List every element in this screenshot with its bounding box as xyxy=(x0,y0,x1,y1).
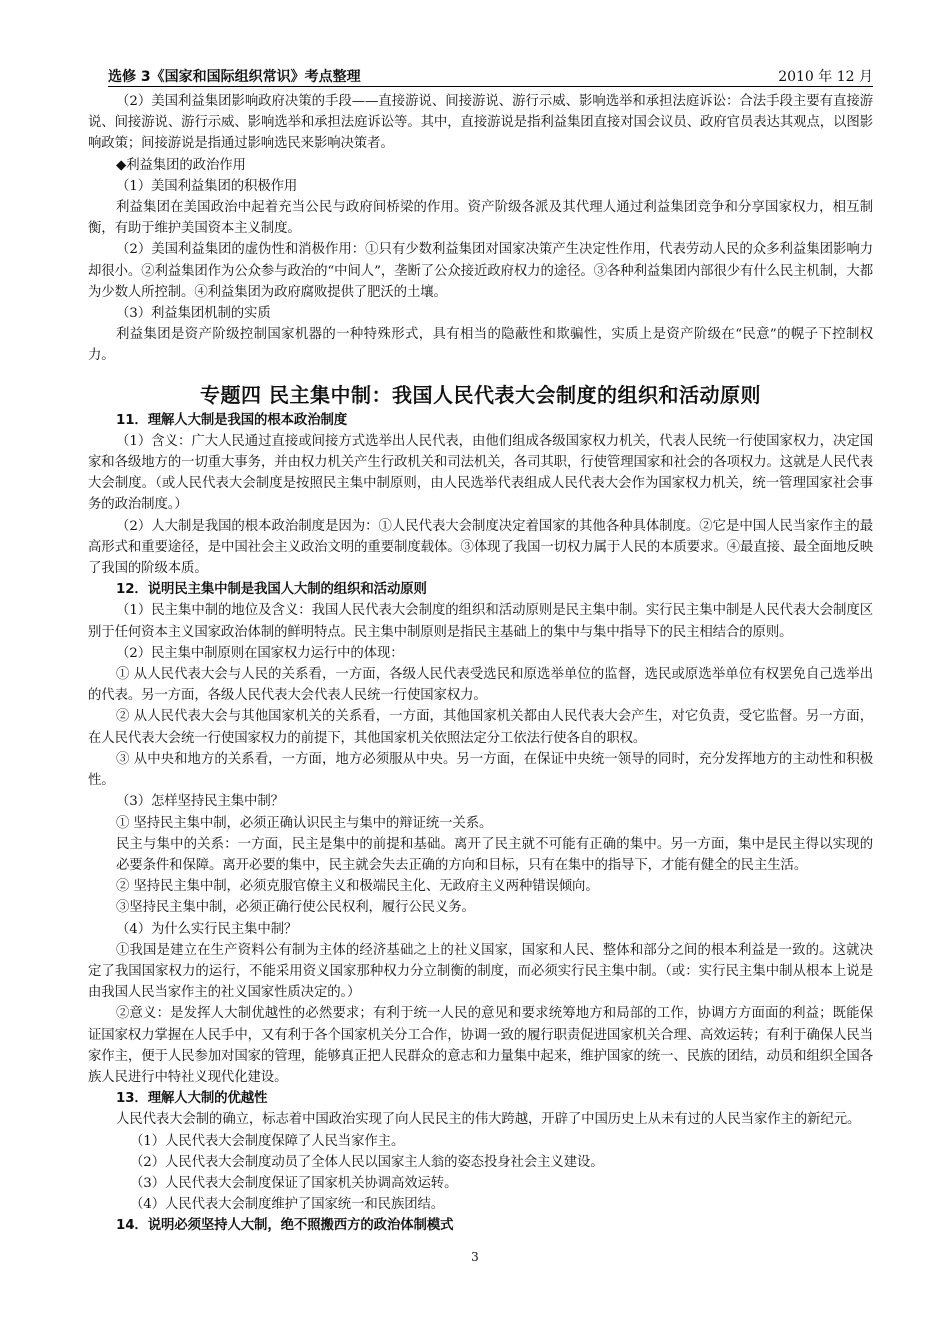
header-title: 选修 3《国家和国际组织常识》考点整理 xyxy=(108,69,361,85)
page-number: 3 xyxy=(471,1250,479,1264)
document-body xyxy=(88,91,873,1237)
subheading-11: 11．理解人大制是我国的根本政治制度 xyxy=(116,412,348,428)
header-date: 2010 年 12 月 xyxy=(778,69,873,85)
paragraph: 民主与集中的关系：一方面，民主是集中的前提和基础。离开了民主就不可能有正确的集中。另一方面，集中是民主得以实现的必要条件和保障。离开必要的集中，民主就会失去正确的方向和目标，只有在集中的指导下，才能有健全的民主生活。 xyxy=(116,836,873,873)
paragraph: 利益集团在美国政治中起着充当公民与政府间桥梁的作用。资产阶级各派及其代理人通过利益集团竞争和分享国家权力，相互制衡，有助于维护美国资本主义制度。 xyxy=(88,200,873,237)
paragraph: （2）人大制是我国的根本政治制度是因为：①人民代表大会制度决定着国家的其他各种具体制度。②它是中国人民当家作主的最高形式和重要途径，是中国社会主义政治文明的重要制度载体。③体现了我国一切权力属于人民的本质要求。④最直接、最全面地反映了我国的阶级本质。 xyxy=(88,518,873,577)
paragraph: ◆利益集团的政治作用 xyxy=(116,157,246,173)
subheading-14: 14．说明必须坚持人大制，绝不照搬西方的政治体制模式 xyxy=(116,1218,454,1234)
paragraph: （2）美国利益集团的虚伪性和消极作用：①只有少数利益集团对国家决策产生决定性作用，代表劳动人民的众多利益集团影响力却很小。②利益集团作为公众参与政治的“中间人”，垄断了公众接近政府权力的途径。③各种利益集团内部很少有什么民主机制，大都为少数人所控制。④利益集团为政府腐败提供了肥沃的土壤。 xyxy=(88,242,873,300)
page-header xyxy=(108,62,873,87)
paragraph: （3）怎样坚持民主集中制？ xyxy=(116,794,284,810)
paragraph: 人民代表大会制的确立，标志着中国政治实现了向人民民主的伟大跨越，开辟了中国历史上从未有过的人民当家作主的新纪元。 xyxy=(116,1112,861,1128)
paragraph: ③坚持民主集中制，必须正确行使公民权利，履行公民义务。 xyxy=(116,900,475,916)
paragraph: （2）人民代表大会制度动员了全体人民以国家主人翁的姿态投身社会主义建设。 xyxy=(130,1154,604,1170)
paragraph: （1）人民代表大会制度保障了人民当家作主。 xyxy=(130,1133,405,1149)
paragraph: （1）美国利益集团的积极作用 xyxy=(116,178,298,194)
paragraph: 利益集团是资产阶级控制国家机器的一种特殊形式，具有相当的隐蔽性和欺骗性，实质上是资产阶级在“民意”的幌子下控制权力。 xyxy=(88,327,873,364)
paragraph: （4）人民代表大会制度维护了国家统一和民族团结。 xyxy=(130,1197,445,1213)
document-page xyxy=(88,62,873,1237)
paragraph: ② 从人民代表大会与其他国家机关的关系看，一方面，其他国家机关都由人民代表大会产生，对它负责，受它监督。另一方面，在人民代表大会统一行使国家权力的前提下，其他国家机关依照法定分工依法行使各自的职权。 xyxy=(88,709,873,746)
subheading-13: 13．理解人大制的优越性 xyxy=(116,1091,268,1107)
paragraph: ② 坚持民主集中制，必须克服官僚主义和极端民主化、无政府主义两种错误倾向。 xyxy=(116,879,599,895)
paragraph: （4）为什么实行民主集中制？ xyxy=(116,921,298,937)
paragraph: ①我国是建立在生产资料公有制为主体的经济基础之上的社义国家，国家和人民、整体和部分之间的根本利益是一致的。这就决定了我国国家权力的运行，不能采用资义国家那种权力分立制衡的制度，而必须实行民主集中制。（或：实行民主集中制从根本上说是由我国人民当家作主的社义国家性质决定的。） xyxy=(88,942,873,1001)
paragraph: （1）含义：广大人民通过直接或间接方式选举出人民代表，由他们组成各级国家权力机关，代表人民统一行使国家权力，决定国家和各级地方的一切重大事务，并由权力机关产生行政机关和司法机关，各司其职，行使管理国家和社会的各项权力。这就是人民代表大会制度。（或人民代表大会制度是按照民主集中制原则，由人民选举代表组成人民代表大会作为国家权力机关，统一管理国家社会事务的政治制度。） xyxy=(88,433,873,513)
paragraph: ②意义：是发挥人大制优越性的必然要求；有利于统一人民的意见和要求统筹地方和局部的工作，协调方方面面的利益；既能保证国家权力掌握在人民手中，又有利于各个国家机关分工合作，协调一致的履行职责促进国家机关合理、高效运转；有利于确保人民当家作主，便于人民参加对国家的管理，能够真正把人民群众的意志和力量集中起来，维护国家的统一、民族的团结，动员和组织全国各族人民进行中特社义现代化建设。 xyxy=(88,1006,873,1085)
paragraph: ① 从人民代表大会与人民的关系看，一方面，各级人民代表受选民和原选举单位的监督，选民或原选举单位有权罢免自己选举出的代表。另一方面，各级人民代表大会代表人民统一行使国家权力。 xyxy=(88,667,873,704)
paragraph: （2）美国利益集团影响政府决策的手段——直接游说、间接游说、游行示威、影响选举和承担法庭诉讼：合法手段主要有直接游说、间接游说、游行示威、影响选举和承担法庭诉讼等。其中，直接游说是指利益集团直接对国会议员、政府官员表达其观点，以图影响政策；间接游说是指通过影响选民来影响决策者。 xyxy=(88,94,873,152)
paragraph: （2）民主集中制原则在国家权力运行中的体现： xyxy=(116,645,404,661)
paragraph: ① 坚持民主集中制，必须正确认识民主与集中的辩证统一关系。 xyxy=(116,815,493,831)
section-title: 专题四 民主集中制：我国人民代表大会制度的组织和活动原则 xyxy=(200,382,761,407)
paragraph: ③ 从中央和地方的关系看，一方面，地方必须服从中央。另一方面，在保证中央统一领导的同时，充分发挥地方的主动性和积极性。 xyxy=(88,751,873,789)
subheading-12: 12．说明民主集中制是我国人大制的组织和活动原则 xyxy=(116,582,427,598)
paragraph: （3）人民代表大会制度保证了国家机关协调高效运转。 xyxy=(130,1175,458,1191)
paragraph: （1）民主集中制的地位及含义：我国人民代表大会制度的组织和活动原则是民主集中制。实行民主集中制是人民代表大会制度区别于任何资本主义国家政治体制的鲜明特点。民主集中制原则是指民主基础上的集中与集中指导下的民主相结合的原则。 xyxy=(88,603,873,640)
paragraph: （3）利益集团机制的实质 xyxy=(116,306,271,322)
